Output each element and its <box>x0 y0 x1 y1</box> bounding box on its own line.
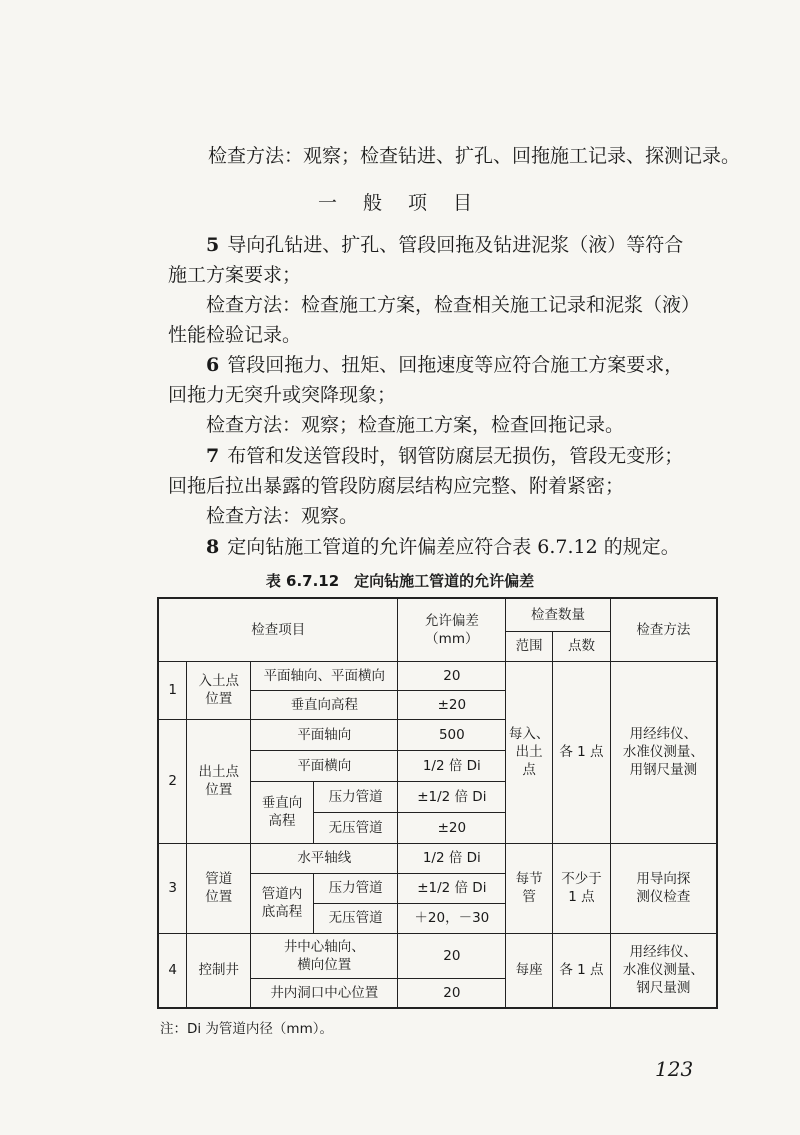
text-line: 检查方法：观察。 <box>206 505 359 527</box>
row-number: 2 <box>158 719 187 843</box>
check-subgroup: 垂直向 高程 <box>251 781 314 843</box>
clause-7 <box>206 443 683 469</box>
header-tolerance: 允许偏差 （mm） <box>398 598 506 661</box>
tolerance-value: ±1/2 倍 Di <box>398 873 506 903</box>
tolerance-value: ±20 <box>398 690 506 719</box>
header-points: 点数 <box>553 631 611 661</box>
header-quantity: 检查数量 <box>506 598 611 631</box>
check-points: 各 1 点 <box>553 933 611 1008</box>
row-name: 入土点 位置 <box>187 661 251 719</box>
clause-text: 布管和发送管段时，钢管防腐层无损伤，管段无变形； <box>227 445 684 467</box>
clause-6 <box>206 352 683 378</box>
clause-8 <box>206 534 680 560</box>
check-item: 压力管道 <box>313 873 398 903</box>
check-subgroup: 管道内 底高程 <box>251 873 314 933</box>
clause-5 <box>206 232 683 258</box>
table-caption: 表 6.7.12 定向钻施工管道的允许偏差 <box>265 572 535 590</box>
tolerance-value: 1/2 倍 Di <box>398 750 506 781</box>
text-line: 施工方案要求； <box>168 264 302 286</box>
text-line: 性能检验记录。 <box>168 324 302 346</box>
check-method: 用经纬仪、 水准仪测量、 用钢尺量测 <box>610 661 717 843</box>
check-item: 无压管道 <box>313 812 398 843</box>
header-item: 检查项目 <box>158 598 398 661</box>
check-points: 各 1 点 <box>553 661 611 843</box>
check-item: 无压管道 <box>313 903 398 933</box>
row-number: 3 <box>158 843 187 933</box>
text-line: 检查方法：观察；检查钻进、扩孔、回拖施工记录、探测记录。 <box>208 145 741 167</box>
clause-text: 导向孔钻进、扩孔、管段回拖及钻进泥浆（液）等符合 <box>227 234 684 256</box>
tolerance-value: 500 <box>398 719 506 750</box>
tolerance-value: 20 <box>398 978 506 1008</box>
check-range: 每入、 出土 点 <box>506 661 553 843</box>
clause-number: 6 <box>206 354 220 376</box>
section-title: 一 般 项 目 <box>317 192 483 214</box>
check-method: 用经纬仪、 水准仪测量、 钢尺量测 <box>610 933 717 1008</box>
check-item: 垂直向高程 <box>251 690 398 719</box>
row-number: 1 <box>158 661 187 719</box>
row-name: 管道 位置 <box>187 843 251 933</box>
check-item: 平面轴向 <box>251 719 398 750</box>
text-line: 检查方法：观察；检查施工方案，检查回拖记录。 <box>206 414 625 436</box>
check-range: 每节 管 <box>506 843 553 933</box>
clause-text: 管段回拖力、扭矩、回拖速度等应符合施工方案要求， <box>227 354 684 376</box>
header-range: 范围 <box>506 631 553 661</box>
tolerance-table <box>157 597 718 1009</box>
page-number: 123 <box>655 1057 694 1081</box>
tolerance-value: ±20 <box>398 812 506 843</box>
table-note: 注：Di 为管道内径（mm）。 <box>160 1021 333 1037</box>
check-points: 不少于 1 点 <box>553 843 611 933</box>
tolerance-value: 20 <box>398 661 506 690</box>
check-item: 水平轴线 <box>251 843 398 873</box>
clause-number: 5 <box>206 234 220 256</box>
check-item: 压力管道 <box>313 781 398 812</box>
tolerance-value: ＋20，－30 <box>398 903 506 933</box>
row-number: 4 <box>158 933 187 1008</box>
check-item: 平面横向 <box>251 750 398 781</box>
check-item: 平面轴向、平面横向 <box>251 661 398 690</box>
text-line: 回拖力无突升或突降现象； <box>168 384 397 406</box>
row-name: 出土点 位置 <box>187 719 251 843</box>
check-range: 每座 <box>506 933 553 1008</box>
clause-text: 定向钻施工管道的允许偏差应符合表 6.7.12 的规定。 <box>227 536 680 558</box>
clause-number: 8 <box>206 536 220 558</box>
tolerance-value: 1/2 倍 Di <box>398 843 506 873</box>
header-method: 检查方法 <box>610 598 717 661</box>
tolerance-value: ±1/2 倍 Di <box>398 781 506 812</box>
text-line: 回拖后拉出暴露的管段防腐层结构应完整、附着紧密； <box>168 475 625 497</box>
row-name: 控制井 <box>187 933 251 1008</box>
clause-number: 7 <box>206 445 220 467</box>
check-method: 用导向探 测仪检查 <box>610 843 717 933</box>
text-line: 检查方法：检查施工方案，检查相关施工记录和泥浆（液） <box>206 294 701 316</box>
check-item: 井中心轴向、 横向位置 <box>251 933 398 978</box>
tolerance-value: 20 <box>398 933 506 978</box>
check-item: 井内洞口中心位置 <box>251 978 398 1008</box>
